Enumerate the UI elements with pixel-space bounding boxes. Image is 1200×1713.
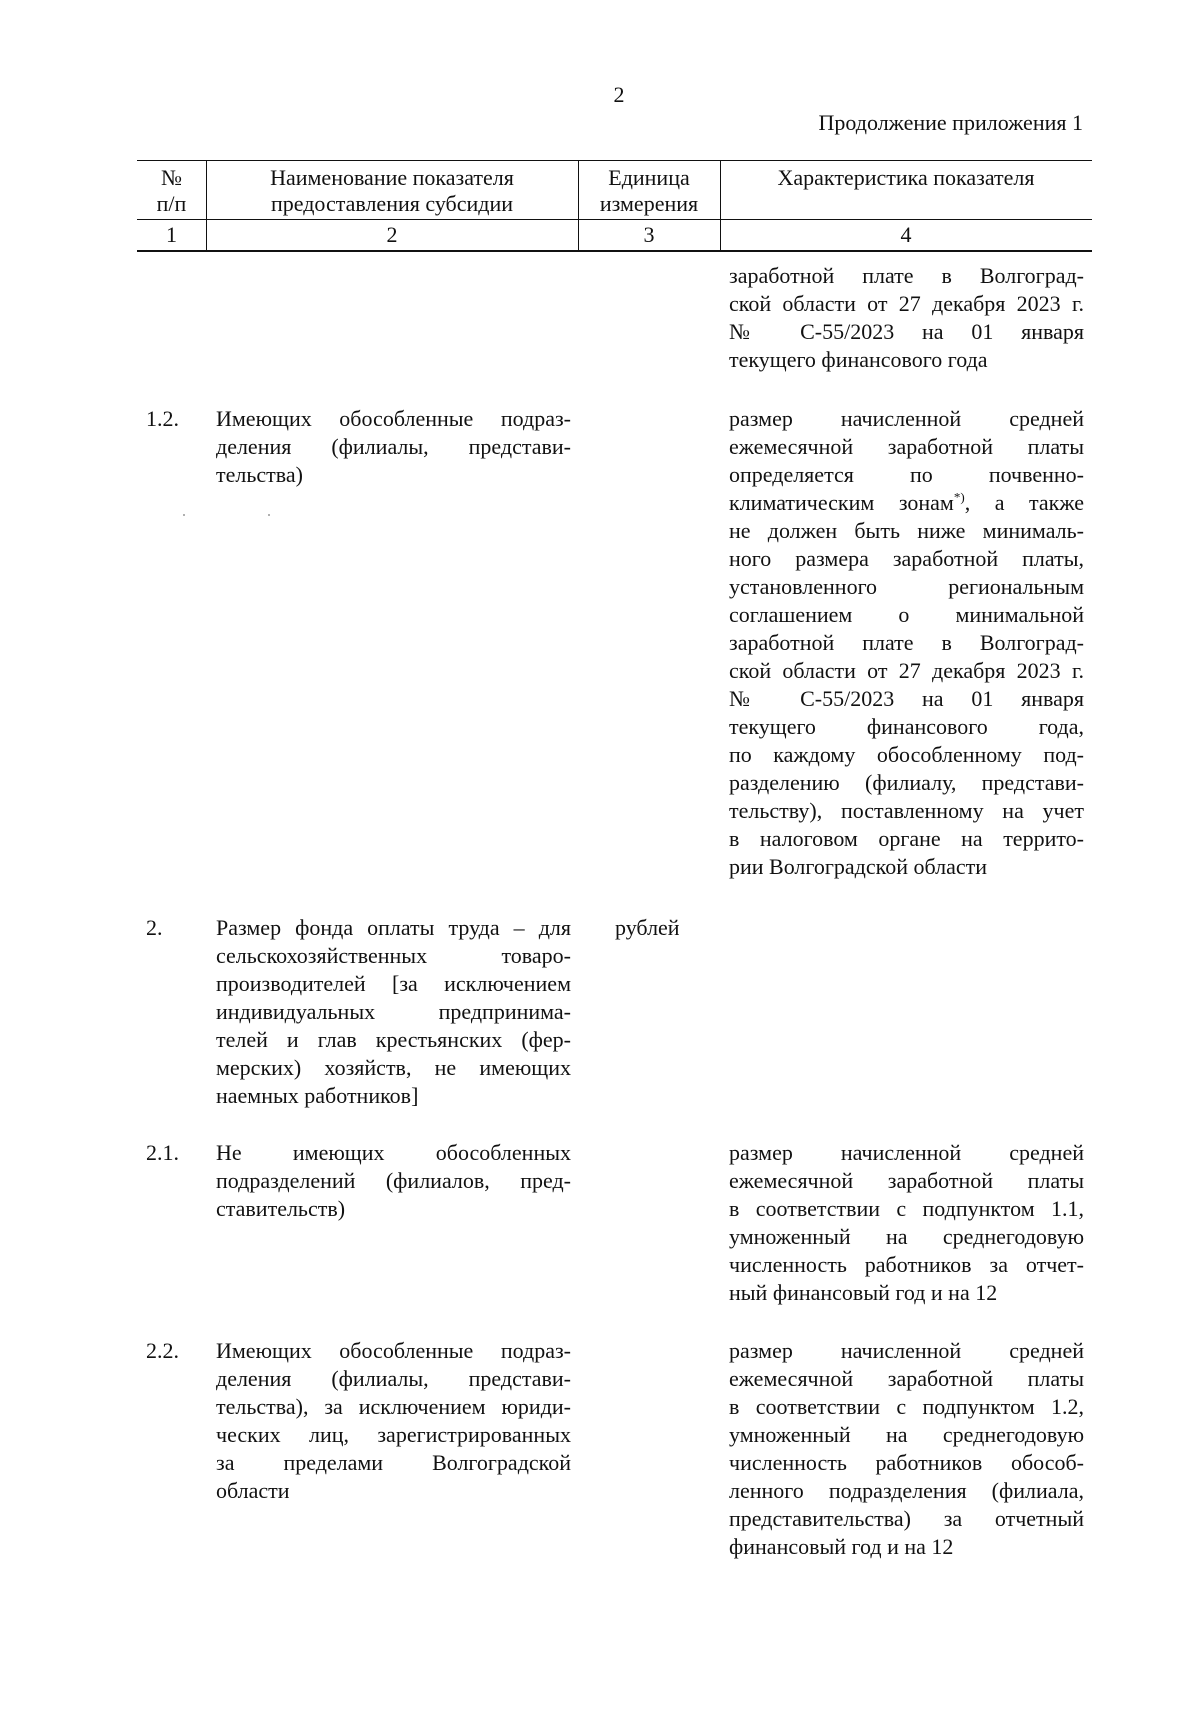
row-2-2-number: 2.2. <box>146 1338 179 1363</box>
row-2-2-desc: размер начисленной средней ежемесячной заработной платы в соответствии с подпунктом 1.2, умноженный на среднегодовую численность работников обособ- ленного подразделения (филиала, представительства) за отчетный финансовый год и на 12 <box>729 1338 1084 1559</box>
row-2-1-name: Не имеющих обособленных подразделений (филиалов, пред- ставительств) <box>216 1140 571 1221</box>
row-1-2-number: 1.2. <box>146 406 179 431</box>
scan-speck <box>268 514 270 516</box>
header-bottom-rule <box>137 250 1092 252</box>
header-unit <box>578 165 720 217</box>
column-number-2: 2 <box>386 222 398 247</box>
continuation-note: Продолжение приложения 1 <box>818 110 1083 135</box>
header-name-line-1: Наименование показателя <box>270 165 514 190</box>
row-1-2-desc: размер начисленной средней ежемесячной заработной платы определяется по почвенно- климатическим зонам*), а также не должен быть ниже минималь- ного размера заработной платы, установленного региональным соглашением о минимальной заработной плате в Волгоград- ской области от 27 декабря 2023 г. № С-55/2023 на 01 января текущего финансового года, по каждому обособленному под- разделению (филиалу, представи- тельству), поставленному на учет в налоговом органе на террито- рии Волгоградской области <box>729 406 1084 879</box>
column-number-3: 3 <box>643 222 655 247</box>
scan-speck <box>183 514 185 516</box>
header-unit-line-1: Единица <box>608 165 690 190</box>
header-top-rule <box>137 160 1092 161</box>
header-unit-line-2: измерения <box>599 191 699 216</box>
row-2-1-number: 2.1. <box>146 1140 179 1165</box>
row-2-name: Размер фонда оплаты труда – для сельскохозяйственных товаро- производителей [за исключением индивидуальных предпринима- телей и глав крестьянских (фер- мерских) хозяйств, не имеющих наемных работников] <box>216 915 571 1108</box>
row-2-1-desc: размер начисленной средней ежемесячной заработной платы в соответствии с подпунктом 1.1, умноженный на среднегодовую численность работников за отчет- ный финансовый год и на 12 <box>729 1140 1084 1305</box>
row-2-number: 2. <box>146 915 163 940</box>
column-number-4: 4 <box>900 222 912 247</box>
header-desc-line-1: Характеристика показателя <box>777 165 1035 190</box>
row-2-unit: рублей <box>615 915 680 940</box>
header-name-line-2: предоставления субсидии <box>270 191 514 216</box>
header-name <box>206 165 578 217</box>
header-num-line-2: п/п <box>156 191 187 216</box>
row-1-2-name: Имеющих обособленные подраз- деления (филиалы, представи- тельства) <box>216 406 571 487</box>
row-2-2-name: Имеющих обособленные подраз- деления (филиалы, представи- тельства), за исключением юриди- ческих лиц, зарегистрированных за пределами Волгоградской области <box>216 1338 571 1503</box>
footnote-marker: *) <box>953 489 965 505</box>
header-num <box>137 165 206 217</box>
column-number-1: 1 <box>166 222 177 247</box>
page-number: 2 <box>613 82 625 107</box>
header-middle-rule <box>137 219 1092 220</box>
header-num-line-1: № <box>161 165 182 190</box>
row-continued-desc: заработной плате в Волгоград- ской области от 27 декабря 2023 г. № С-55/2023 на 01 января текущего финансового года <box>729 263 1084 372</box>
header-desc <box>720 165 1092 191</box>
